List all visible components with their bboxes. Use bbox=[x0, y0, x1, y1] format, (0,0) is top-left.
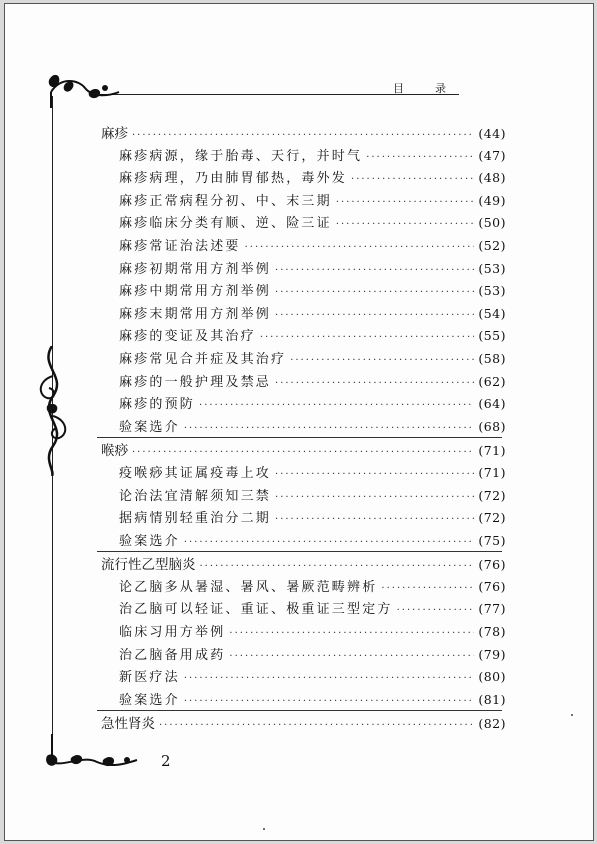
toc-entry-page: (80) bbox=[478, 669, 506, 685]
toc-entry[interactable] bbox=[101, 280, 506, 303]
leader-dots bbox=[397, 605, 475, 616]
leader-dots bbox=[275, 492, 474, 503]
toc-entry-title: 麻疹的预防 bbox=[119, 397, 196, 413]
toc-entry-page: (71) bbox=[478, 443, 506, 459]
toc-entry-page: (68) bbox=[478, 418, 506, 434]
leader-dots bbox=[275, 514, 474, 525]
toc-entry-page: (79) bbox=[478, 646, 506, 662]
toc-entry-title: 新医疗法 bbox=[119, 670, 180, 686]
toc-entry-title: 疫喉痧其证属疫毒上攻 bbox=[119, 465, 272, 481]
toc-entry-title: 喉痧 bbox=[101, 443, 128, 460]
leader-dots bbox=[245, 242, 475, 253]
toc-entry[interactable] bbox=[101, 122, 506, 145]
toc-entry-title: 治乙脑可以轻证、重证、极重证三型定方 bbox=[119, 602, 393, 618]
page-number: 2 bbox=[161, 752, 171, 770]
toc-entry[interactable] bbox=[101, 666, 506, 689]
toc-entry[interactable] bbox=[101, 371, 506, 394]
header-title: 目 录 bbox=[393, 82, 456, 95]
leader-dots bbox=[336, 197, 475, 208]
leader-dots bbox=[229, 651, 474, 662]
leader-dots bbox=[229, 628, 474, 639]
toc-entry[interactable] bbox=[101, 167, 506, 190]
toc-entry-title: 麻疹末期常用方剂举例 bbox=[119, 306, 272, 322]
leader-dots bbox=[275, 287, 474, 298]
section-divider bbox=[97, 437, 502, 438]
leader-dots bbox=[275, 265, 474, 276]
section-divider bbox=[97, 551, 502, 552]
toc-entry-title: 验案选介 bbox=[119, 692, 180, 708]
toc-entry-page: (50) bbox=[478, 215, 506, 231]
toc-entry[interactable] bbox=[101, 644, 506, 667]
toc-entry-page: (71) bbox=[478, 464, 506, 480]
toc-entry-title: 据病情别轻重治分二期 bbox=[119, 511, 272, 527]
toc-entry-page: (55) bbox=[478, 328, 506, 344]
leader-dots bbox=[275, 469, 474, 480]
toc-entry-page: (76) bbox=[478, 578, 506, 594]
toc-entry-page: (72) bbox=[478, 510, 506, 526]
toc-entry-page: (64) bbox=[478, 396, 506, 412]
leader-dots bbox=[200, 561, 475, 572]
leader-dots bbox=[132, 130, 474, 141]
toc-entry-title: 麻疹初期常用方剂举例 bbox=[119, 261, 272, 277]
leader-dots bbox=[290, 355, 474, 366]
leader-dots bbox=[381, 583, 474, 594]
toc-entry[interactable] bbox=[101, 258, 506, 281]
print-speck bbox=[571, 714, 573, 716]
toc-entry-page: (49) bbox=[478, 192, 506, 208]
leader-dots bbox=[184, 673, 475, 684]
toc-entry-page: (77) bbox=[478, 601, 506, 617]
toc-entry-title: 麻疹中期常用方剂举例 bbox=[119, 284, 272, 300]
section-divider bbox=[97, 710, 502, 711]
toc-entry[interactable] bbox=[101, 235, 506, 258]
header-rule bbox=[99, 94, 459, 95]
toc-entry[interactable] bbox=[101, 485, 506, 508]
toc-entry-title: 流行性乙型脑炎 bbox=[101, 557, 196, 574]
toc-entry-title: 麻疹常见合并症及其治疗 bbox=[119, 351, 287, 367]
toc-entry-title: 临床习用方举例 bbox=[119, 625, 226, 641]
leader-dots bbox=[336, 219, 475, 230]
toc-entry-page: (47) bbox=[478, 147, 506, 163]
toc-entry-title: 麻疹病理，乃由肺胃郁热，毒外发 bbox=[119, 171, 348, 187]
leader-dots bbox=[184, 423, 475, 434]
toc-entry-title: 论乙脑多从暑湿、暑风、暑厥范畴辨析 bbox=[119, 579, 378, 595]
leader-dots bbox=[132, 447, 474, 458]
toc-entry-title: 验案选介 bbox=[119, 419, 180, 435]
toc-entry-page: (44) bbox=[478, 126, 506, 141]
toc-entry[interactable] bbox=[101, 507, 506, 530]
toc-entry-page: (48) bbox=[478, 170, 506, 186]
toc-entry-page: (72) bbox=[478, 487, 506, 503]
print-speck bbox=[263, 828, 265, 830]
leader-dots bbox=[275, 310, 474, 321]
toc-entry-page: (78) bbox=[478, 624, 506, 640]
toc-entry[interactable] bbox=[101, 325, 506, 348]
leader-dots bbox=[351, 174, 474, 185]
leader-dots bbox=[275, 378, 474, 389]
toc-entry-title: 麻疹病源，缘于胎毒、天行，并时气 bbox=[119, 148, 363, 164]
toc-entry-title: 麻疹的一般护理及禁忌 bbox=[119, 374, 272, 390]
toc-entry[interactable] bbox=[101, 303, 506, 326]
toc-entry[interactable] bbox=[101, 190, 506, 213]
leader-dots bbox=[184, 537, 475, 548]
toc-entry[interactable] bbox=[101, 530, 506, 553]
toc-entry[interactable] bbox=[101, 598, 506, 621]
leader-dots bbox=[260, 332, 475, 343]
toc-entry-page: (53) bbox=[478, 260, 506, 276]
toc-entry-title: 急性肾炎 bbox=[101, 716, 155, 733]
toc-entry-page: (62) bbox=[478, 373, 506, 389]
leader-dots bbox=[366, 152, 474, 163]
toc-entry-page: (76) bbox=[478, 557, 506, 573]
leader-dots bbox=[184, 696, 475, 707]
toc-entry[interactable] bbox=[101, 145, 506, 168]
toc-entry-title: 麻疹 bbox=[101, 126, 128, 142]
toc-entry-title: 麻疹正常病程分初、中、末三期 bbox=[119, 193, 332, 209]
leader-dots bbox=[159, 720, 474, 731]
book-page bbox=[4, 3, 594, 841]
toc-entry-title: 验案选介 bbox=[119, 533, 180, 549]
table-of-contents bbox=[101, 122, 506, 735]
toc-entry-title: 麻疹的变证及其治疗 bbox=[119, 329, 256, 345]
toc-entry[interactable] bbox=[101, 393, 506, 416]
toc-entry[interactable] bbox=[101, 553, 506, 576]
toc-entry[interactable] bbox=[101, 348, 506, 371]
toc-entry-page: (75) bbox=[478, 532, 506, 548]
toc-entry[interactable] bbox=[101, 576, 506, 599]
toc-entry-page: (82) bbox=[478, 716, 506, 732]
toc-entry-page: (53) bbox=[478, 283, 506, 299]
toc-entry-title: 论治法宜清解须知三禁 bbox=[119, 488, 272, 504]
toc-entry[interactable] bbox=[101, 212, 506, 235]
toc-entry-page: (52) bbox=[478, 237, 506, 253]
toc-entry-page: (58) bbox=[478, 350, 506, 366]
leader-dots bbox=[199, 400, 474, 411]
side-ornament bbox=[33, 346, 73, 476]
toc-entry[interactable] bbox=[101, 689, 506, 712]
toc-entry[interactable] bbox=[101, 416, 506, 439]
toc-entry-page: (54) bbox=[478, 305, 506, 321]
toc-entry-page: (81) bbox=[478, 691, 506, 707]
toc-entry[interactable] bbox=[101, 621, 506, 644]
toc-entry[interactable] bbox=[101, 439, 506, 462]
toc-entry-title: 麻疹临床分类有顺、逆、险三证 bbox=[119, 216, 332, 232]
toc-entry-title: 治乙脑备用成药 bbox=[119, 647, 226, 663]
toc-entry[interactable] bbox=[101, 462, 506, 485]
bottom-left-ornament bbox=[41, 734, 141, 774]
toc-entry-title: 麻疹常证治法述要 bbox=[119, 238, 241, 254]
top-left-ornament bbox=[41, 70, 121, 110]
toc-entry[interactable] bbox=[101, 712, 506, 735]
